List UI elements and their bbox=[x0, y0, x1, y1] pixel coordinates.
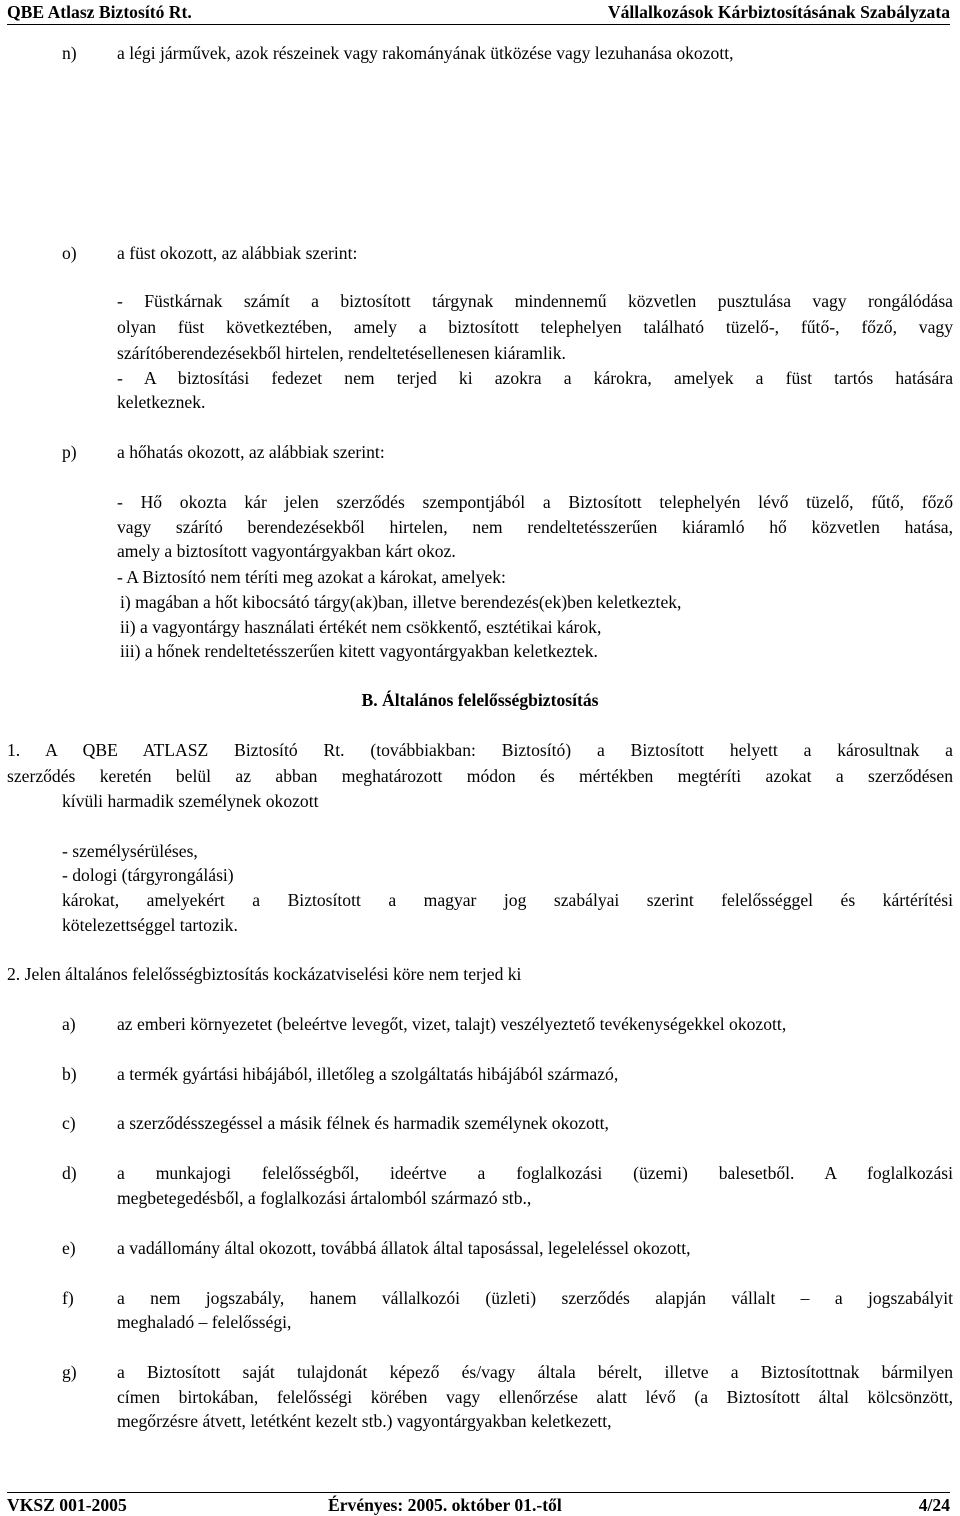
para1-line: szerződés keretén belül az abban meghatározott módon és mértékben megtéríti azokat a szerződésen bbox=[7, 766, 953, 786]
item-o-line: keletkeznek. bbox=[117, 392, 206, 412]
page-header bbox=[7, 0, 950, 25]
list-item-text: megbetegedésből, a foglalkozási ártalomból származó stb., bbox=[117, 1188, 532, 1208]
para1-line: kívüli harmadik személynek okozott bbox=[62, 791, 319, 811]
list-item-text: a vadállomány által okozott, továbbá állatok által taposással, legeleléssel okozott, bbox=[117, 1238, 691, 1258]
para1-line: kötelezettséggel tartozik. bbox=[62, 915, 238, 935]
item-p-line: i) magában a hőt kibocsátó tárgy(ak)ban, illetve berendezés(ek)ben keletkeztek, bbox=[120, 592, 682, 612]
item-p-line: amely a biztosított vagyontárgyakban kárt okoz. bbox=[117, 541, 456, 561]
item-o-line: - Füstkárnak számít a biztosított tárgynak mindennemű közvetlen pusztulása vagy rongálódása bbox=[117, 291, 953, 311]
item-p-line: ii) a vagyontárgy használati értékét nem csökkentő, esztétikai károk, bbox=[120, 617, 602, 637]
item-o-line: szárítóberendezésekből hirtelen, rendeltetésellenesen kiáramlik. bbox=[117, 343, 566, 363]
header-document-title: Vállalkozások Kárbiztosításának Szabályzata bbox=[607, 2, 950, 22]
para2-line: 2. Jelen általános felelősségbiztosítás kockázatviselési köre nem terjed ki bbox=[7, 964, 522, 984]
list-item-text: a munkajogi felelősségből, ideértve a foglalkozási (üzemi) balesetből. A foglalkozási bbox=[117, 1163, 953, 1183]
item-o-text: a füst okozott, az alábbiak szerint: bbox=[117, 243, 358, 263]
list-item-label: e) bbox=[62, 1238, 76, 1258]
footer-validity: Érvényes: 2005. október 01.-től bbox=[328, 1495, 562, 1515]
list-item-text: megőrzésre átvett, letétként kezelt stb.) vagyontárgyakban keletkezett, bbox=[117, 1411, 612, 1431]
item-o-label: o) bbox=[62, 243, 77, 263]
item-o-line: olyan füst következtében, amely a biztosított telephelyen található tüzelő-, fűtő-, főző, vagy bbox=[117, 317, 953, 337]
item-p-text: a hőhatás okozott, az alábbiak szerint: bbox=[117, 442, 385, 462]
page-footer bbox=[7, 1492, 950, 1516]
para1-line: - dologi (tárgyrongálási) bbox=[62, 865, 234, 885]
list-item-label: c) bbox=[62, 1113, 76, 1133]
item-o-line: - A biztosítási fedezet nem terjed ki azokra a károkra, amelyek a füst tartós hatására bbox=[117, 368, 953, 388]
item-p-label: p) bbox=[62, 442, 77, 462]
list-item-label: d) bbox=[62, 1163, 77, 1183]
item-n-text: a légi járművek, azok részeinek vagy rakományának ütközése vagy lezuhanása okozott, bbox=[117, 43, 734, 63]
item-p-line: - A Biztosító nem téríti meg azokat a károkat, amelyek: bbox=[117, 567, 506, 587]
list-item-label: g) bbox=[62, 1362, 77, 1382]
list-item-label: b) bbox=[62, 1064, 77, 1084]
list-item-text: a Biztosított saját tulajdonát képező és/vagy általa bérelt, illetve a Biztosítottnak bármilyen bbox=[117, 1362, 953, 1382]
list-item-label: a) bbox=[62, 1014, 76, 1034]
list-item-text: a termék gyártási hibájából, illetőleg a szolgáltatás hibájából származó, bbox=[117, 1064, 619, 1084]
item-n-label: n) bbox=[62, 43, 77, 63]
section-title: B. Általános felelősségbiztosítás bbox=[361, 690, 599, 710]
header-company: QBE Atlasz Biztosító Rt. bbox=[7, 2, 192, 22]
item-p-line: iii) a hőnek rendeltetésszerűen kitett vagyontárgyakban keletkeztek. bbox=[120, 641, 598, 661]
list-item-label: f) bbox=[62, 1288, 74, 1308]
list-item-text: címen birtokában, felelősségi körében vagy ellenőrzése alatt lévő (a Biztosított által kölcsönzött, bbox=[117, 1387, 953, 1407]
para1-line: - személysérüléses, bbox=[62, 841, 198, 861]
list-item-text: meghaladó – felelősségi, bbox=[117, 1312, 292, 1332]
footer-document-code: VKSZ 001-2005 bbox=[7, 1495, 127, 1515]
item-p-line: - Hő okozta kár jelen szerződés szempontjából a Biztosított telephelyén lévő tüzelő, fűtő, főző bbox=[117, 492, 953, 512]
para1-line: 1. A QBE ATLASZ Biztosító Rt. (továbbiakban: Biztosító) a Biztosított helyett a károsultnak a bbox=[7, 740, 953, 760]
para1-line: károkat, amelyekért a Biztosított a magyar jog szabályai szerint felelősséggel és kártérítési bbox=[62, 890, 953, 910]
list-item-text: az emberi környezetet (beleértve levegőt, vizet, talajt) veszélyeztető tevékenységekkel okozott, bbox=[117, 1014, 787, 1034]
item-p-line: vagy szárító berendezésekből hirtelen, nem rendeltetésszerűen kiáramló hő közvetlen hatása, bbox=[117, 517, 953, 537]
list-item-text: a szerződésszegéssel a másik félnek és harmadik személynek okozott, bbox=[117, 1113, 609, 1133]
footer-page-number: 4/24 bbox=[918, 1495, 950, 1515]
list-item-text: a nem jogszabály, hanem vállalkozói (üzleti) szerződés alapján vállalt – a jogszabályit bbox=[117, 1288, 953, 1308]
